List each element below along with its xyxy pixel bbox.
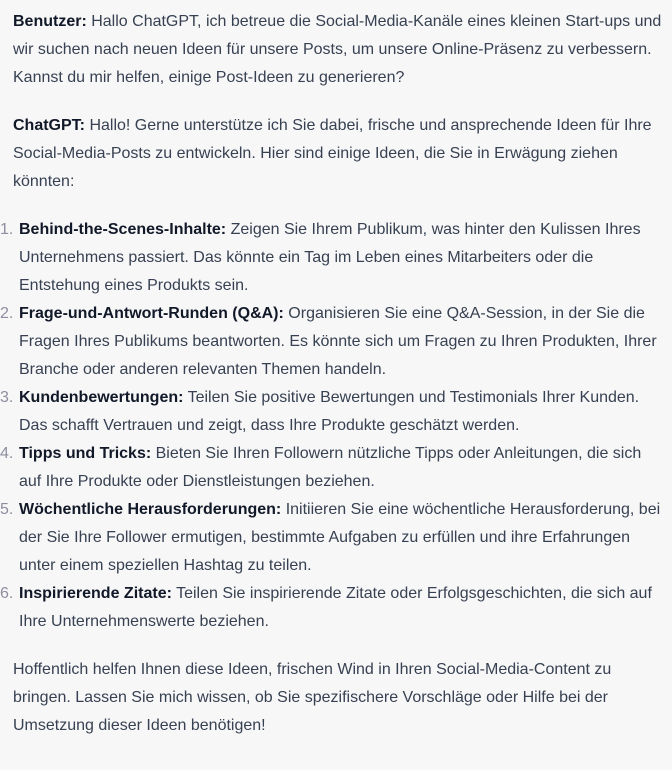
list-number: 3. (0, 389, 14, 406)
idea-text: Organisieren Sie eine Q&A-Session, in der Sie die Fragen Ihres Publikums beantworten. Es könnte sich um Fragen zu Ihren Produkten, Ihrer Branche oder anderen relevanten Themen handeln. (19, 305, 657, 378)
idea-title: Inspirierende Zitate: (19, 585, 172, 602)
reply-intro-text: Hallo! Gerne unterstütze ich Sie dabei, frische und ansprechende Ideen für Ihre Social-Media-Posts zu entwickeln. Hier sind einige Ideen, die Sie in Erwägung ziehen könnten: (13, 117, 652, 190)
user-prompt-text: Hallo ChatGPT, ich betreue die Social-Media-Kanäle eines kleinen Start-ups und wir suchen nach neuen Ideen für unsere Posts, um unsere Online-Präsenz zu verbessern. Kannst du mir helfen, einige Post-Ideen zu generieren? (13, 13, 662, 86)
reply-intro-paragraph (13, 112, 662, 196)
idea-text: Teilen Sie positive Bewertungen und Testimonials Ihrer Kunden. Das schafft Vertrauen und zeigt, dass Ihre Produkte geschätzt werden. (19, 389, 640, 434)
list-number: 4. (0, 445, 14, 462)
idea-title: Wöchentliche Herausforderungen: (19, 501, 282, 518)
idea-title: Tipps und Tricks: (19, 445, 152, 462)
idea-title: Kundenbewertungen: (19, 389, 184, 406)
list-item (0, 440, 662, 496)
assistant-speaker-label: ChatGPT: (13, 117, 85, 134)
idea-title: Frage-und-Antwort-Runden (Q&A): (19, 305, 284, 322)
user-prompt-paragraph (13, 8, 662, 92)
list-number: 6. (0, 585, 14, 602)
list-item (0, 300, 662, 384)
idea-text: Initiieren Sie eine wöchentliche Herausforderung, bei der Sie Ihre Follower ermutigen, bestimmte Aufgaben zu erfüllen und ihre Erfahrungen unter einem speziellen Hashtag zu teilen. (19, 501, 661, 574)
list-number: 5. (0, 501, 14, 518)
ideas-list (0, 216, 662, 636)
list-item (0, 496, 662, 580)
list-item (0, 384, 662, 440)
idea-text: Teilen Sie inspirierende Zitate oder Erfolgsgeschichten, die sich auf Ihre Unternehmenswerte beziehen. (19, 585, 652, 630)
closing-paragraph: Hoffentlich helfen Ihnen diese Ideen, frischen Wind in Ihren Social-Media-Content zu bringen. Lassen Sie mich wissen, ob Sie spezifischere Vorschläge oder Hilfe bei der Umsetzung dieser Ideen benötigen! (13, 661, 612, 734)
idea-text: Bieten Sie Ihren Followern nützliche Tipps oder Anleitungen, die sich auf Ihre Produkte oder Dienstleistungen beziehen. (19, 445, 642, 490)
user-speaker-label: Benutzer: (13, 13, 87, 30)
list-number: 1. (0, 221, 14, 238)
idea-text: Zeigen Sie Ihrem Publikum, was hinter den Kulissen Ihres Unternehmens passiert. Das könnte ein Tag im Leben eines Mitarbeiters oder die Entstehung eines Produkts sein. (19, 221, 641, 294)
list-number: 2. (0, 305, 14, 322)
list-item (0, 216, 662, 300)
list-item (0, 580, 662, 636)
idea-title: Behind-the-Scenes-Inhalte: (19, 221, 227, 238)
